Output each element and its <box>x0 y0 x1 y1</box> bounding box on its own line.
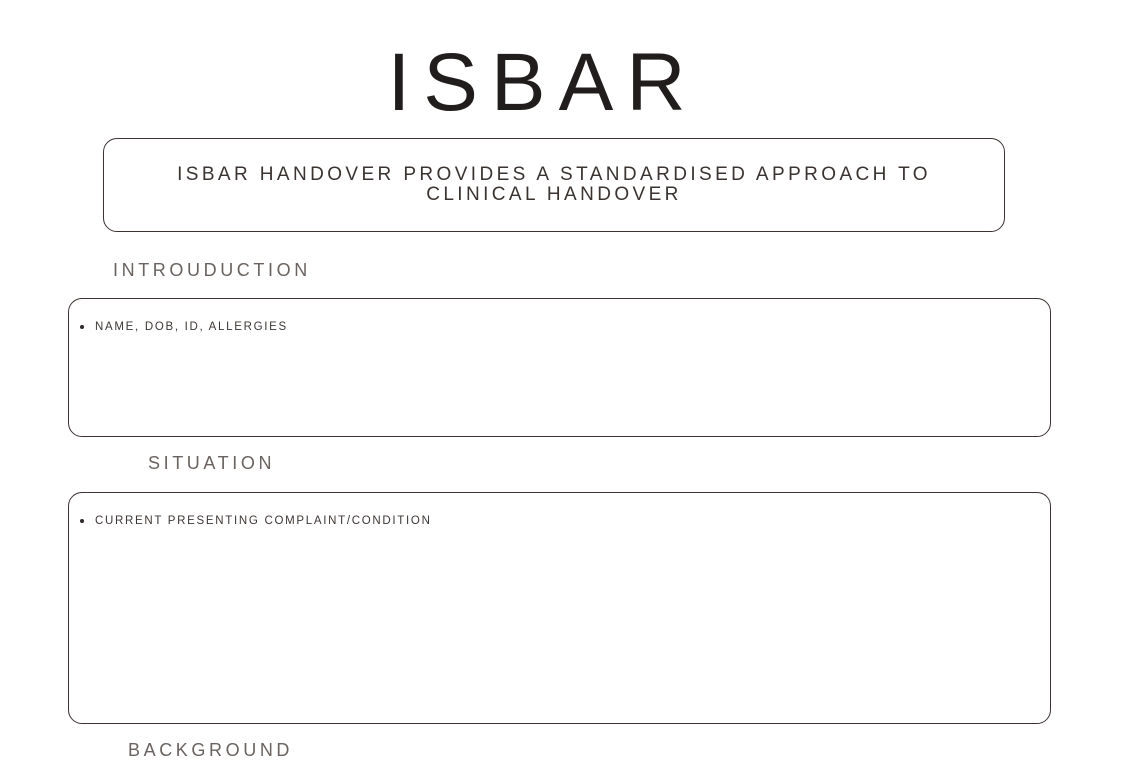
section-heading-background: BACKGROUND <box>128 740 294 760</box>
introduction-box[interactable] <box>68 298 1051 437</box>
bullet-text: NAME, DOB, ID, ALLERGIES <box>95 321 288 333</box>
bullet-text: CURRENT PRESENTING COMPLAINT/CONDITION <box>95 515 432 527</box>
section-heading-situation: SITUATION <box>148 453 276 473</box>
bullet-dot-icon <box>80 519 84 523</box>
page-title: ISBAR <box>387 37 699 128</box>
subtitle-text: ISBAR HANDOVER PROVIDES A STANDARDISED APPROACH TO CLINICAL HANDOVER <box>177 164 931 205</box>
list-item <box>80 321 288 333</box>
situation-box[interactable] <box>68 492 1051 724</box>
subtitle-card <box>103 138 1005 232</box>
section-heading-introduction: INTROUDUCTION <box>113 260 311 280</box>
list-item <box>80 515 432 527</box>
bullet-dot-icon <box>80 325 84 329</box>
